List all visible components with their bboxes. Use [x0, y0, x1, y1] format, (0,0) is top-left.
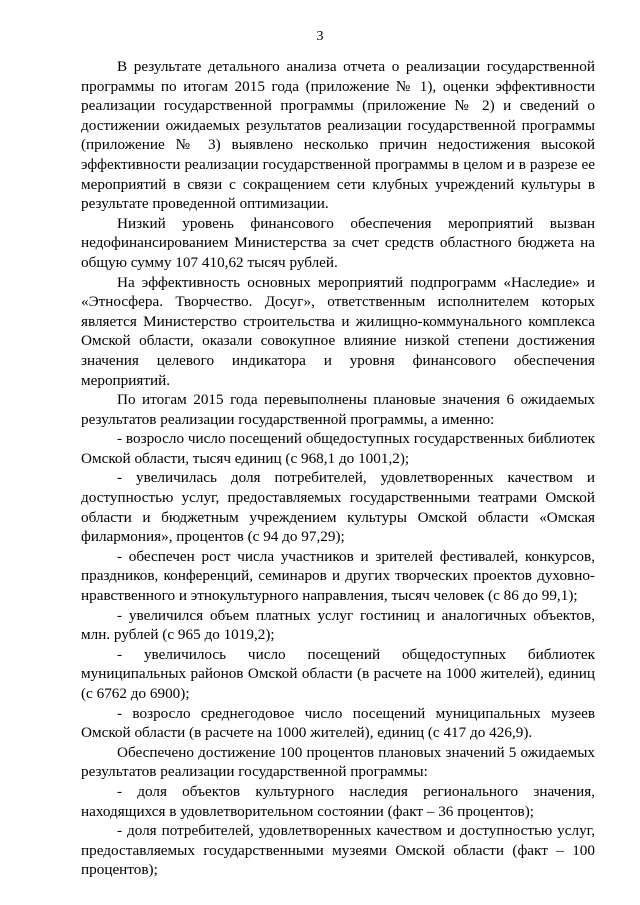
document-body [81, 57, 595, 880]
list-item: - возросло среднегодовое число посещений муниципальных музеев Омской области (в расчете на 1000 жителей), единиц (с 417 до 426,9). [81, 704, 595, 742]
list-item: - увеличился объем платных услуг гостиниц и аналогичных объектов, млн. рублей (с 965 до 1019,2); [81, 606, 595, 644]
list-item: - возросло число посещений общедоступных государственных библиотек Омской области, тысяч единиц (с 968,1 до 1001,2); [81, 430, 595, 467]
page-number: 3 [316, 29, 324, 44]
paragraph-subprogram-efficiency: На эффективность основных мероприятий подпрограмм «Наследие» и «Этносфера. Творчество. Досуг», ответственным исполнителем которых является Министерство строительства и жилищно-коммунального комплекса Омской области, оказали совокупное влияние низкой степени достижения значения целевого индикатора и уровня финансового обеспечения мероприятий. [81, 273, 595, 389]
paragraph-financing-level: Низкий уровень финансового обеспечения мероприятий вызван недофинансированием Министерства за счет средств областного бюджета на общую сумму 107 410,62 тысяч рублей. [81, 214, 595, 271]
list-item: - доля объектов культурного наследия регионального значения, находящихся в удовлетворительном состоянии (факт – 36 процентов); [81, 782, 595, 820]
paragraph-exceeded-values: По итогам 2015 года перевыполнены плановые значения 6 ожидаемых результатов реализации государственной программы, а именно: [81, 391, 595, 428]
list-item: - доля потребителей, удовлетворенных качеством и доступностью услуг, предоставляемых государственными музеями Омской области (факт – 100 процентов); [81, 822, 595, 879]
list-item: - увеличилась доля потребителей, удовлетворенных качеством и доступностью услуг, предоставляемых государственными театрами Омской области и бюджетным учреждением культуры Омской области «Омская филармония», процентов (с 94 до 97,29); [81, 469, 595, 546]
paragraph-achieved-values: Обеспечено достижение 100 процентов плановых значений 5 ожидаемых результатов реализации государственной программы: [81, 743, 595, 781]
list-item: - обеспечен рост числа участников и зрителей фестивалей, конкурсов, праздников, конференций, семинаров и других творческих проектов духовно-нравственного и этнокультурного направления, тысяч человек (с 86 до 99,1); [81, 547, 595, 605]
paragraph-analysis-results: В результате детального анализа отчета о реализации государственной программы по итогам 2015 года (приложение № 1), оценки эффективности реализации государственной программы (приложение № 2) и сведений о достижении ожидаемых результатов реализации государственной программы (приложение № 3) выявлено несколько причин недостижения высокой эффективности реализации государственной программы в целом и в разрезе ее мероприятий в связи с сокращением сети клубных учреждений культуры в результате проведенной оптимизации. [81, 58, 595, 213]
list-item: - увеличилось число посещений общедоступных библиотек муниципальных районов Омской области (в расчете на 1000 жителей), единиц (с 6762 до 6900); [81, 645, 595, 702]
